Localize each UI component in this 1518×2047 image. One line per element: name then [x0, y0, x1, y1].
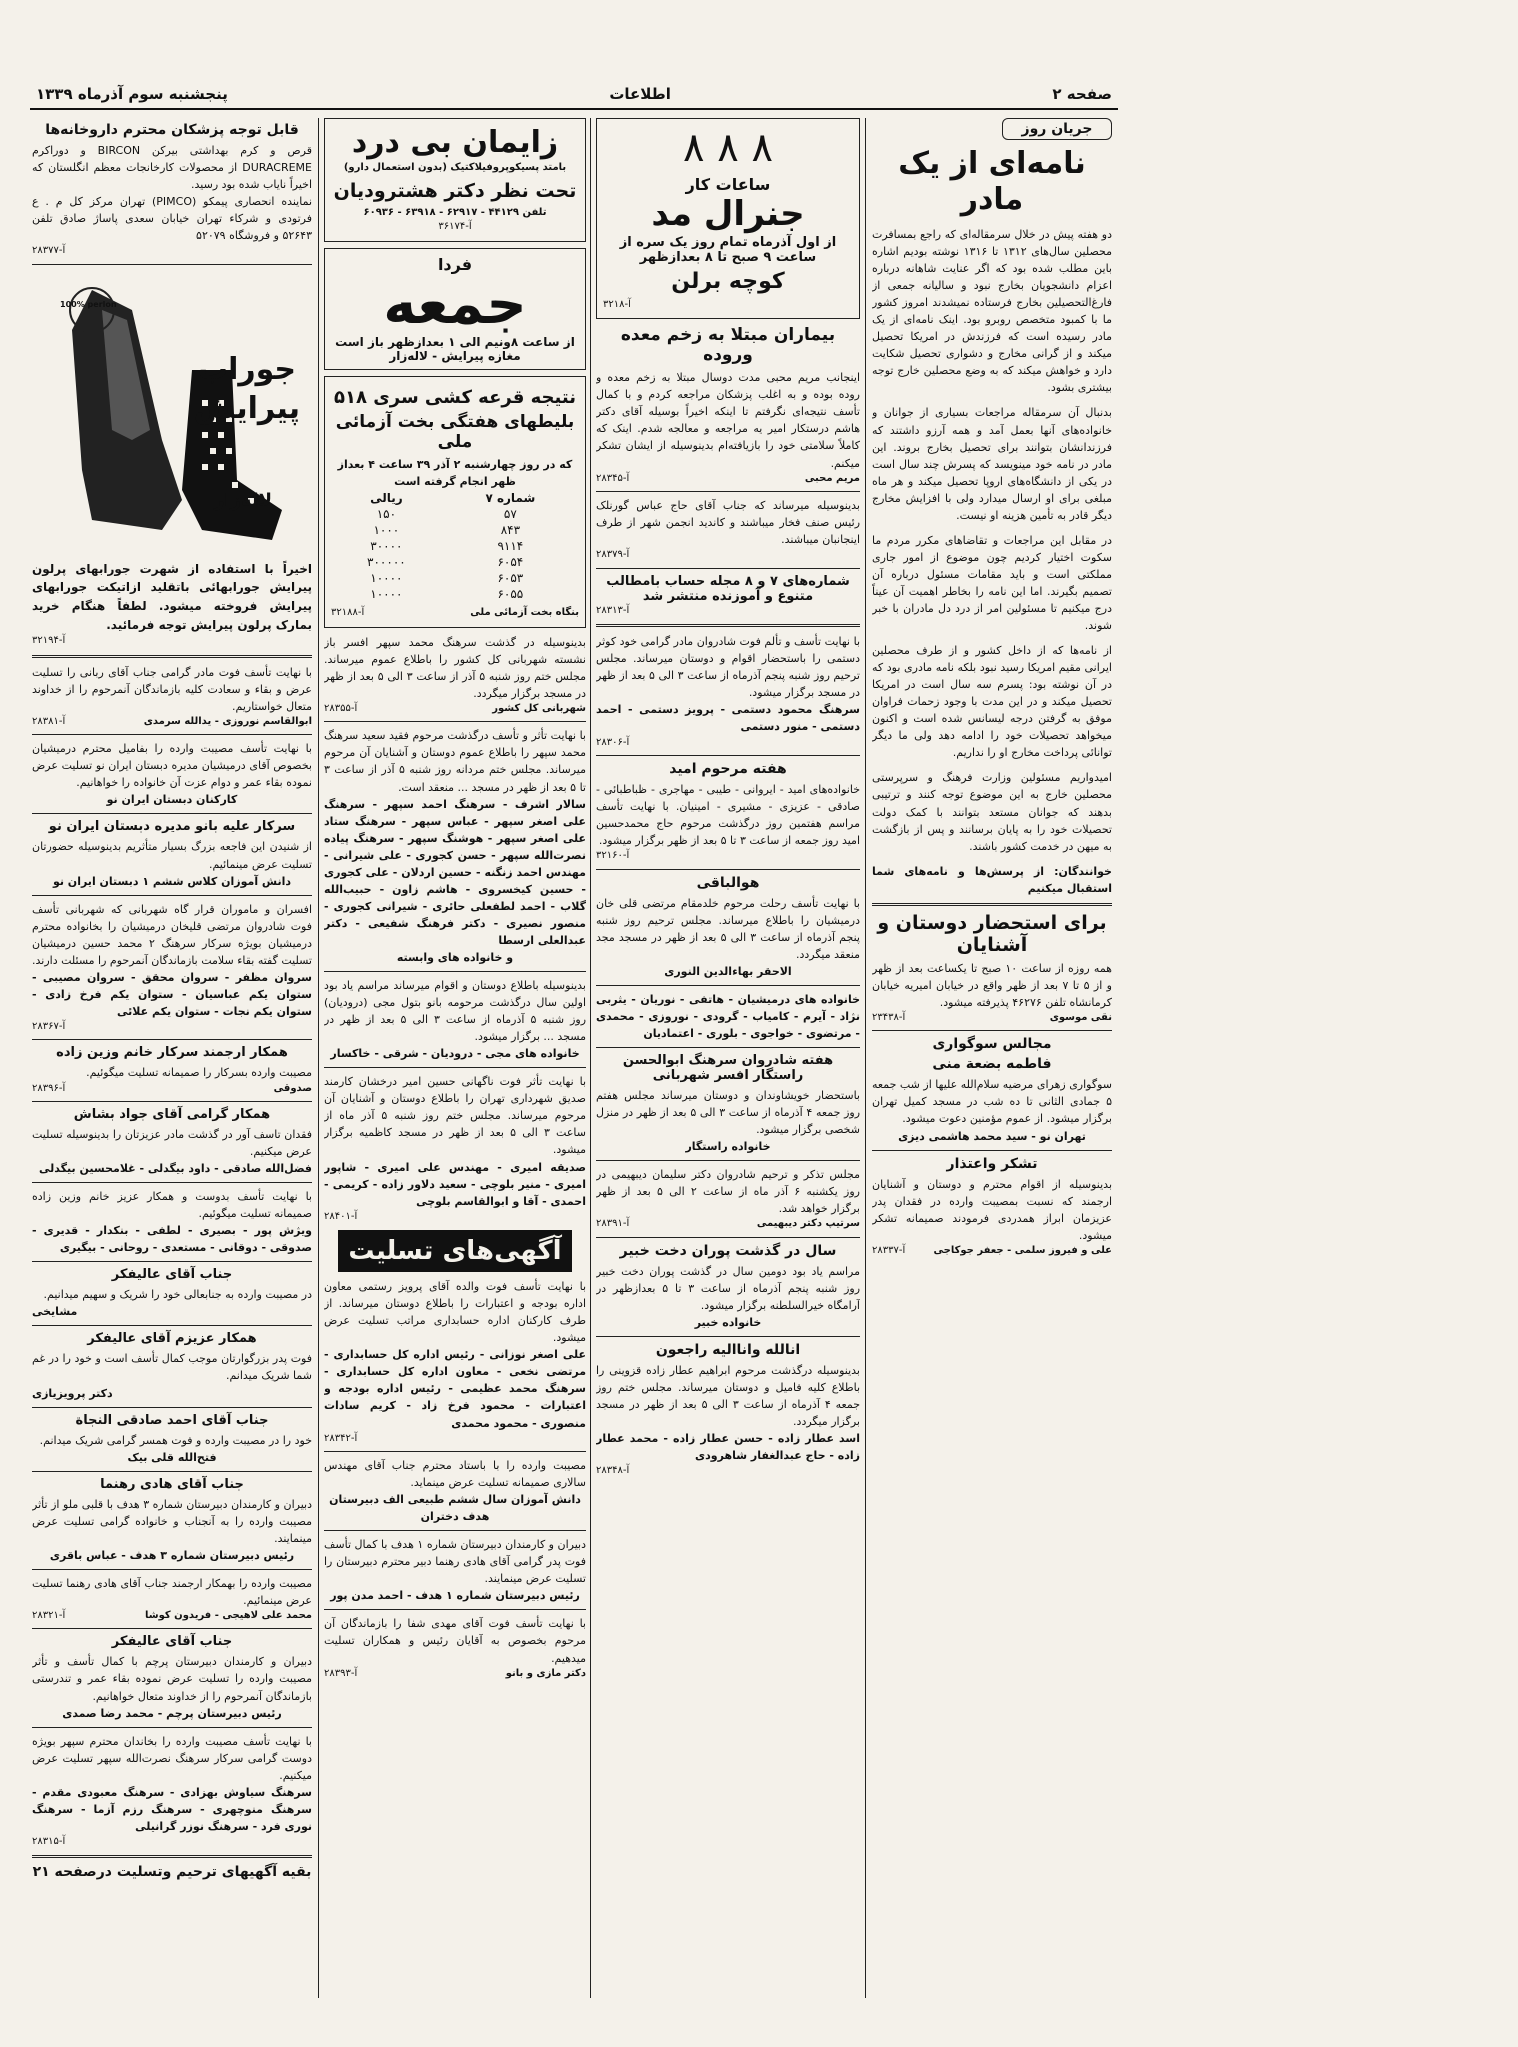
editorial-tag-box [1002, 118, 1112, 140]
general-mode-ad [596, 118, 860, 319]
divider [32, 1039, 312, 1040]
obituary-sepehr-officers: با نهایت تأسف مصیبت وارده را بخاندان محترم سپهر بویژه دوست گرامی سرکار سرهنگ نصرت‌الله سپهر تسلیت عرض میکنیم. [32, 1734, 312, 1782]
mourning-title: فاطمه بضعة منی [932, 1056, 1052, 1073]
obituary-dastami-code: آ-۲۸۳۰۶ [596, 736, 630, 748]
obituary-sepehr-police-code: آ-۲۸۳۵۵ [324, 702, 358, 714]
obituary-dermishian-title: هوالباقی [696, 874, 760, 891]
header-paper-name: اطلاعات [609, 85, 671, 103]
condolence-banner-wrap [324, 1224, 586, 1278]
obituary-dermishian-signature: الاحقر بهاءالدین النوری [664, 964, 792, 978]
divider [32, 264, 312, 265]
column-rule [318, 118, 319, 1998]
editorial-footnote: خوانندگان: از پرسش‌ها و نامه‌های شما استقبال میکنیم [872, 864, 1112, 895]
obituary-vazinzadeh-footer [32, 1082, 312, 1097]
painless-birth-doctor: تحت نظر دکتر هشترودیان [333, 179, 577, 202]
lottery-table [331, 490, 579, 602]
divider [596, 1336, 860, 1337]
obituary-principal-signature: دانش آموزان کلاس ششم ۱ دبستان ایران نو [52, 874, 292, 888]
divider [596, 624, 860, 627]
divider [32, 1855, 312, 1858]
obituary-alifekr-body: در مصیبت وارده به جنابعالی خود را شریک و سهیم میدانیم. [43, 1288, 312, 1302]
obituary-bashash-title: همکار گرامی آقای جواد بشاش [73, 1107, 271, 1122]
divider [872, 1150, 1112, 1151]
obituary-sepehr-officers-signature: سرهنگ سیاوش بهزادی - سرهنگ معبودی مقدم - سرهنگ منوچهری - سرهنگ رزم آزما - سرهنگ نوری فرد - سرهنگ نوزر گرانیلی [32, 1785, 312, 1833]
obituary-sepehr-officers-code: آ-۲۸۳۱۵ [32, 1835, 66, 1847]
bircon-representative: نماینده انحصاری پیمکو (PIMCO) تهران مرکز کل م . ع فرتودی و شرکاء تهران خیابان سعدی پاساژ صادق تلفن ۵۲۶۴۳ و فروشگاه ۵۲۰۷۹ [32, 195, 312, 243]
obituary-shafa-signature: دکتر مازی و بانو [505, 1667, 586, 1679]
editorial-body-1: دو هفته پیش در خلال سرمقاله‌ای که راجع بمسافرت محصلین سال‌های ۱۳۱۲ تا ۱۳۱۶ نوشته بودیم اشاره باین مطلب شده بود که اگر عنایت شاهانه درباره اعزام دانشجویان بخارج نبود و سالیانه جمعی از فارغ‌التحصیلین بخارج فرستاده نمیشدند امروز کشور ما با کمبود متخصص روبرو بود. اینک نامه‌ای از یک مادر رسیده است که فرزندش در امریکا تحصیل میکند و از گرانی مخارج و دشواری تحصیل شکایت دارد و خواهش میکند که به وضع محصلین خارج توجه بیشتری بشود. [872, 228, 1112, 395]
obituary-amir-code: آ-۲۸۴۰۱ [324, 1210, 358, 1222]
obituary-sepehr-names: سالار اشرف - سرهنگ احمد سپهر - سرهنگ علی اصغر سپهر - عباس سپهر - سرهنگ ستاد علی اصغر سپهر - هوشنگ سپهر - سرهنگ پیاده نصرت‌الله سپهر - حسن کجوری - علی شیرانی - مهندس احمد زنگنه - حسین اردلان - علی کجوری - حسین کیخسروی - هاشم زاون - حبیب‌الله گلاب - احمد لطفعلی حائری - شیرانی کجوری - منصور نصیری - دکتر فرهنگ شفیعی - دکتر عبدالعلی ارسطا [324, 797, 586, 947]
divider [32, 1407, 312, 1408]
obituary-khabir-signature: خانواده خبیر [694, 1316, 762, 1330]
obituary-police-officers-signature: سروان مظفر - سروان محقق - سروان مصیبی - ستوان یکم عباسیان - ستوان یکم فرخ زادی - ستوان یکم نجات - ستوان یکم علائی [32, 970, 312, 1018]
obituary-rabbani-footer [32, 715, 312, 730]
bircon-code: آ-۲۸۳۷۷ [32, 245, 66, 257]
lottery-amount: ۳۰۰۰۰ [370, 539, 403, 554]
general-mode-hours: از اول آذرماه تمام روز یک سره از ساعت ۹ صبح تا ۸ بعدازظهر [619, 234, 837, 265]
obituary-vazinzadeh-body: مصیبت وارده بسرکار را صمیمانه تسلیت میگوئیم. [86, 1066, 312, 1080]
obituary-rostami-names: علی اصغر نوزانی - رئیس اداره کل حسابداری - مرتضی نخعی - معاون اداره کل حسابداری - سرهنگ محمد عظیمی - رئیس اداره بودجه و اعتبارات - محمود فرخ زاد - کریم سادات منصوری - محمود محمدی [324, 1348, 586, 1430]
obituary-rahnama-body: دبیران و کارمندان دبیرستان شماره ۳ هدف با قلبی ملو از تأثر مصیبت وارده را به آنجناب و خانواده گرامی تسلیت عرض مینمایند. [32, 1497, 312, 1545]
lottery-header-amount: ریالی [370, 491, 403, 506]
obituary-colleagues: با نهایت تأسف بدوست و همکار عزیز خانم وزین زاده صمیمانه تسلیت میگوئیم. [32, 1190, 312, 1221]
obituary-dibahimi-body: مجلس تذکر و ترحیم شادروان دکتر سلیمان دیبهیمی در روز یکشنبه ۶ آذر ماه از ساعت ۲ الی ۵ بعد از ظهر برگزار خواهد شد. [596, 1168, 860, 1216]
obituary-rahnama-school1: دبیران و کارمندان دبیرستان شماره ۱ هدف با کمال تأسف فوت پدر گرامی آقای هادی رهنما دبیر محترم دبیرستان را تسلیت عرض مینمایند. [324, 1538, 586, 1586]
lottery-number: ۶۰۵۳ [497, 571, 524, 586]
divider [32, 734, 312, 735]
condolence-banner: آگهی‌های تسلیت [338, 1230, 571, 1272]
divider [324, 1067, 586, 1068]
divider [32, 1182, 312, 1183]
divider [324, 1609, 586, 1610]
editorial-body-4: از نامه‌ها که از داخل کشور و از طرف محصلین ایرانی مقیم امریکا رسید نبود بلکه نامه مادری بود که در آن نوشته بود: پسرم سه سال است در امریکا تحصیل میکند و در این مدت با وجود زحمات فراوان موفق به گرفتن درجه لیسانس شده است و اکنون میخواهد تحصیلات خود را ادامه دهد ولی ما دیگر توانائی پرداخت مخارج او را نداریم. [872, 644, 1112, 760]
obituary-rahnama-school1-signature: رئیس دبیرستان شماره ۱ هدف - احمد مدن پور [330, 1589, 580, 1603]
friday-ad-top: فردا [437, 254, 473, 274]
obituary-sepehr-police-footer [324, 702, 586, 717]
perlon-sock-ad [32, 270, 312, 560]
lottery-number: ۸۴۳ [500, 523, 521, 538]
obituary-families: خانواده های درمیشیان - هاتفی - نوریان - یثربی نژاد - آیرم - کامیاب - گرودی - نوروزی - محمدی - مرتضوی - خواجوی - بلوری - اعتمادیان [596, 992, 860, 1041]
header-date: پنجشنبه سوم آذرماه ۱۳۳۹ [36, 85, 228, 103]
obituary-parcham-signature: رئیس دبیرستان پرچم - محمد رضا صمدی [62, 1706, 282, 1720]
lottery-results [324, 376, 586, 628]
general-mode-subtitle: ساعات کار [685, 175, 771, 194]
notice-title: برای استحضار دوستان و آشنایان [877, 911, 1107, 956]
obituary-salari: مصیبت وارده را با باستاد محترم جناب آقای مهندس سالاری صمیمانه تسلیت عرض مینماید. [324, 1459, 586, 1490]
obituary-shafa-code: آ-۲۸۳۹۳ [324, 1667, 358, 1679]
divider [32, 1727, 312, 1728]
obituary-amir-signature: صدیقه امیری - مهندس علی امیری - شاپور امیری - منیر بلوچی - سعید دلاور زاده - کریمی - احمدی - آقا و ابوالقاسم بلوچی [324, 1160, 586, 1208]
obituary-bashash-body: فقدان تاسف آور در گذشت مادر عزیزتان را بدینوسیله تسلیت عرض میکنیم. [32, 1128, 312, 1159]
friday-ad [324, 248, 586, 371]
ulcer-code: آ-۲۸۳۴۵ [596, 472, 630, 484]
ulcer-body: اینجانب مریم محبی مدت دوسال مبتلا به زخم معده و روده بوده و به اغلب پزشکان مراجعه کردم و با کمال تأسف نتیجه‌ای نگرفتم تا اینکه اخیراً بوسیله آقای دکتر هاشم درستکار امیر یه مراجعه و معالجه شدم. اینک که کاملاً سلامتی خود را بازیافته‌ام بدینوسیله از ایشان تشکر میکنم. [596, 371, 860, 470]
editorial-title: نامه‌ای از یک مادر [898, 146, 1086, 217]
obituary-principal-body: از شنیدن این فاجعه بزرگ بسیار متأثریم بدینوسیله حضورتان تسلیت عرض مینمائیم. [32, 840, 312, 871]
lottery-subtitle: بلیطهای هفتگی بخت آزمائی ملی [335, 412, 575, 453]
lottery-row [331, 570, 579, 586]
column-rule [590, 118, 591, 1998]
ulcer-title: بیماران مبتلا به زخم معده وروده [620, 325, 836, 366]
ulcer-footer [596, 472, 860, 487]
obituary-sepehr-end: و خانواده های وابسته [396, 950, 514, 964]
lottery-footer [331, 606, 579, 621]
header-page-number: صفحه ۲ [1052, 85, 1112, 103]
editorial-body-5: امیدواریم مسئولین وزارت فرهنگ و سرپرستی محصلین خارج به این موضوع توجه کنند و ترتیبی بدهند که جوانان مستعد بتوانند با کمک دولت تحصیلات خود را به پایان برسانند و پس از بازگشت به میهن در خدمت کشور باشند. [872, 771, 1112, 853]
mourning-signature: تهران نو - سید محمد هاشمی دیزی [898, 1129, 1086, 1143]
obituary-sadeghi-body: خود را در مصیبت وارده و فوت همسر گرامی شریک میدانم. [39, 1433, 312, 1447]
mourning-tag: مجالس سوگواری [932, 1036, 1052, 1053]
obituary-vazinzadeh-signature: صدوقی [273, 1082, 312, 1094]
obituary-sepehr-family: با نهایت تأثر و تأسف درگذشت مرحوم فقید سعید سرهنگ محمد سپهر را باطلاع عموم دوستان و آشنایان آن مرحوم میرساند. مجلس ختم مردانه روز شنبه ۵ آذر از ساعت ۳ تا ۵ بعد از ظهر در مسجد ... منعقد است. [324, 729, 586, 794]
notice-footer [872, 1011, 1112, 1026]
obituary-parcham-body: دبیران و کارمندان دبیرستان پرچم با کمال تأسف و تأثر مصیبت وارده را تسلیت عرض نموده بقاء عمر و تندرستی بازماندگان آنمرحوم را از خداوند متعال خواهانیم. [32, 1655, 312, 1703]
candidate-notice: بدینوسیله میرساند که جناب آقای حاج عباس گورنلک رئیس صنف فخار میباشند و کاندید انجمن شهر از طرف اینجانبان میباشند. [596, 499, 860, 547]
lottery-number: ۶۰۵۴ [497, 555, 524, 570]
editorial-body-3: در مقابل این مراجعات و تقاضاهای مکرر مردم ما سکوت اختیار کردیم چون موضوع از امور جاری مملکتی است و باید مقامات مسئول درباره آن تصمیم بگیرند. اما این نامه را بخاطر اهمیت آن عیناً درج میکنیم تا مسئولین امر از درد دل مادران با خبر شوند. [872, 533, 1112, 633]
painless-birth-phone: تلفن ۴۴۱۲۹ - ۶۲۹۱۷ - ۶۳۹۱۸ - ۶۰۹۳۶ [363, 206, 547, 218]
sock-label: 100% perlon [60, 299, 117, 309]
lottery-row [331, 522, 579, 538]
painless-birth-ad [324, 118, 586, 242]
friday-ad-title: جمعه [383, 271, 527, 337]
thanks-code: آ-۲۸۳۳۷ [872, 1244, 906, 1256]
obituary-sadeghi-signature: فتح‌الله قلی بیک [127, 1450, 217, 1464]
obituary-alifekr2-title: همکار عزیزم آقای عالیفکر [87, 1331, 257, 1347]
obituary-irannow-signature: کارکنان دبستان ایران نو [106, 793, 238, 807]
perlon-code: آ-۳۲۱۹۴ [32, 635, 66, 647]
obituary-irannow: با نهایت تأسف مصیبت وارده را بفامیل محترم درمیشیان بخصوص آقای درمیشیان مدیره دبستان ایران نو تسلیت عرض نموده بقاء عمر و دوام عزت آن خانواده را خواهانیم. [32, 742, 312, 790]
notice-signature: نقی موسوی [1049, 1011, 1112, 1023]
divider [32, 1325, 312, 1326]
lottery-number: ۵۷ [503, 507, 517, 522]
column-left [32, 118, 312, 1998]
obituary-salari-signature: دانش آموزان سال ششم طبیعی الف دبیرستان هدف دختران [329, 1493, 581, 1524]
painless-birth-title: زایمان بی درد [351, 125, 559, 160]
lottery-row [331, 538, 579, 554]
notice-code: آ-۲۳۴۳۸ [872, 1011, 906, 1023]
general-mode-code: آ-۳۲۱۸ [603, 298, 631, 310]
lottery-amount: ۱۵۰ [376, 507, 397, 522]
thanks-signature: علی و فیروز سلمی - جعفر جوکاجی [933, 1244, 1112, 1256]
lottery-amount: ۱۰۰۰۰ [370, 587, 403, 602]
sock-lalezar: لاله‌زار [214, 489, 272, 511]
mourning-body: سوگواری زهرای مرضیه سلام‌الله علیها از شب جمعه ۵ جمادی الثانی تا ده شب در مسجد کمیل تهران برگزار میشود. از عموم مؤمنین دعوت میشود. [872, 1078, 1112, 1126]
column-rule [865, 118, 866, 1998]
divider [596, 568, 860, 569]
divider [324, 1530, 586, 1531]
painless-birth-code: آ-۳۶۱۷۴ [438, 221, 472, 232]
lottery-header-number: شماره ۷ [485, 491, 536, 506]
obituary-rahnama-title: جناب آقای هادی رهنما [100, 1476, 244, 1492]
obituary-rabbani-code: آ-۲۸۳۸۱ [32, 715, 66, 727]
bircon-title: قابل توجه پزشکان محترم داروخانه‌ها [45, 122, 299, 138]
divider [32, 1471, 312, 1472]
obituary-alifekr-title: جناب آقای عالیفکر [111, 1267, 233, 1283]
bircon-body: قرص و کرم بهداشتی بیرکن BIRCON و دوراکرم DURACREME از محصولات کارخانجات معظم انگلستان که اخیراً نایاب شده بود رسید. [32, 144, 312, 192]
divider [32, 655, 312, 658]
obituary-amir: با نهایت تأثر فوت ناگهانی حسین امیر درخشان کارمند صدیق شهرداری تهران را باطلاع دوستان و آشنایان آن مرحوم میرساند. مجلس ختم روز شنبه ۵ آذر ماه از ساعت ۳ الی ۵ بعد از ظهر در مسجد کاظمیه برگزار میشود. [324, 1075, 586, 1157]
divider [872, 903, 1112, 906]
column-editorial [872, 118, 1112, 1998]
divider [872, 1030, 1112, 1031]
divider [596, 985, 860, 986]
editorial-body-2: بدنبال آن سرمقاله مراجعات بسیاری از جوانان و خانواده‌های آنها بعمل آمد و همه آرزو داشتند که فرزندانشان بتوانند برای تحصیل بخارج بروند. این مادر در نامه خود مینویسد که پسرش چند سال است در یکی از دانشگاه‌های اروپا تحصیل میکند و هر ماه مبلغی برای او ارسال میدارد ولی با افزایش مخارج دیگر قادر به تأمین هزینه او نیست. [872, 406, 1112, 522]
divider [324, 1451, 586, 1452]
divider [324, 971, 586, 972]
obituary-rahnama2: مصیبت وارده را بهمکار ارجمند جناب آقای هادی رهنما تسلیت عرض مینمائیم. [32, 1576, 312, 1607]
lottery-number: ۶۰۵۵ [497, 587, 524, 602]
sock-brand: جوراب پیرایش [193, 351, 301, 426]
obituary-attarzadeh-code: آ-۲۸۳۴۸ [596, 1465, 630, 1477]
thanks-title: تشکر واعتذار [946, 1155, 1038, 1172]
lottery-date: که در روز چهارشنبه ۲ آذر ۳۹ ساعت ۴ بعداز ظهر انجام گرفته است [337, 458, 573, 489]
lottery-signature: بنگاه بخت آزمائی ملی [470, 607, 579, 619]
lottery-amount: ۱۰۰۰ [373, 523, 400, 538]
obituary-police-officers-code: آ-۲۸۳۶۷ [32, 1020, 66, 1032]
obituary-alifekr-signature: مشایخی [32, 1305, 78, 1319]
divider [32, 1569, 312, 1570]
lottery-header-row [331, 490, 579, 506]
lottery-code: آ-۳۲۱۸۸ [331, 607, 365, 619]
obituary-rabbani-signature: ابوالقاسم نوروزی - یدالله سرمدی [143, 715, 312, 727]
obituary-bashash-signature: فضل‌الله صادقی - داود بیگدلی - غلامحسین بیگدلی [39, 1162, 312, 1176]
obituary-colleagues-signature: ویژش پور - بصیری - لطفی - بنکدار - قدیری - صدوقی - دوقانی - مستعدی - روحانی - بیگیری [32, 1224, 312, 1255]
obituary-police-officers: افسران و ماموران قرار گاه شهربانی که شهربانی تأسف فوت شادروان مرتضی قلیخان درمیشیان را بخانواده محترم درمیشیان بویژه سرکار سرهنگ ۲ محمد حسین درمیشیان تسلیت گفته بقاء سلامت بازماندگان آنمرحوم را مسئلت دارند. [32, 902, 312, 967]
obituary-attarzadeh-signature: اسد عطار زاده - حسن عطار زاده - محمد عطار زاده - حاج عبدالغفار شاهرودی [596, 1432, 860, 1463]
thanks-footer [872, 1244, 1112, 1259]
obituary-rahnama2-footer [32, 1609, 312, 1624]
tree-logo-icon: ۸ ۸ ۸ [683, 125, 773, 171]
obituary-rahnama2-signature: محمد علی لاهیجی - فریدون کوشا [145, 1609, 312, 1621]
lottery-title: نتیجه قرعه کشی سری ۵۱۸ [334, 387, 576, 409]
candidate-code: آ-۲۸۳۷۹ [596, 549, 630, 561]
notice-body: همه روزه از ساعت ۱۰ صبح تا یکساعت بعد از ظهر و از ۵ تا ۷ بعد از ظهر واقع در خیابان امیریه خیابان کرمانشاه تلفن ۴۶۲۷۶ پذیرفته میشود. [872, 961, 1112, 1009]
magazine-code: آ-۲۸۳۱۳ [596, 604, 630, 616]
editorial-tag: جریان روز [1021, 121, 1093, 137]
obituary-attarzadeh-body: بدینوسیله درگذشت مرحوم ابراهیم عطار زاده قزوینی را باطلاع کلیه فامیل و دوستان میرساند. مجلس ختم روز جمعه ۴ آذرماه از ساعت ۳ الی ۵ بعد از ظهر در مسجد برگزار میگردد. [596, 1364, 860, 1429]
obituary-dibahimi-code: آ-۲۸۳۹۱ [596, 1218, 630, 1230]
divider [32, 813, 312, 814]
continued-footer: بقیه آگهیهای ترحیم وتسلیت درصفحه ۲۱ [32, 1864, 312, 1881]
lottery-number: ۹۱۱۴ [497, 539, 524, 554]
divider [596, 491, 860, 492]
obituary-moji: بدینوسیله باطلاع دوستان و اقوام میرساند مراسم یاد بود اولین سال درگذشت مرحومه بانو بتول مجی (درودیان) روز شنبه ۵ آذرماه از ساعت ۳ الی ۵ بعد از ظهر در مسجد ... برگزار میشود. [324, 979, 586, 1044]
obituary-rostami-code: آ-۲۸۳۴۲ [324, 1432, 358, 1444]
divider [596, 1160, 860, 1161]
obituary-vazinzadeh-title: همکار ارجمند سرکار خانم وزین زاده [56, 1045, 288, 1061]
divider [596, 1047, 860, 1048]
obituary-rastgar-title: هفته شادروان سرهنگ ابوالحسن راستگار افسر شهربانی [622, 1053, 834, 1084]
divider [596, 755, 860, 756]
obituary-omid-code: آ-۳۲۱۶۰ [596, 850, 630, 862]
obituary-khabir-title: سال در گذشت پوران دخت خبیر [619, 1242, 837, 1259]
obituary-dastami: با نهایت تأسف و تألم فوت شادروان مادر گرامی خود کوثر دستمی را باستحضار اقوام و دوستان میرساند. مجلس ترحیم روز شنبه پنجم آذرماه از ساعت ۳ الی ۵ بعد از ظهر در مسجد برگزار میشود. [596, 635, 860, 700]
lottery-row [331, 554, 579, 570]
obituary-omid-body: خانواده‌های امید - ایروانی - طیبی - مهاجری - ظباطبائی - صادقی - عزیزی - مشیری - امینیان. با نهایت تأسف مراسم هفتمین روز درگذشت مرحوم حاج محمدحسین امید روز جمعه از ساعت ۳ تا ۵ بعد از ظهر برگزار میشود. [596, 783, 860, 848]
obituary-shafa: با نهایت تأسف فوت آقای مهدی شفا را بازماندگان آن مرحوم بخصوص به آقایان رئیس و همکاران تسلیت میدهیم. [324, 1617, 586, 1665]
column-ads-2 [596, 118, 860, 1998]
friday-ad-hours: از ساعت ۸ونیم الی ۱ بعدازظهر باز است [335, 335, 575, 350]
page-header [30, 80, 1118, 110]
ulcer-signature: مریم محبی [804, 472, 860, 484]
obituary-shafa-footer [324, 1667, 586, 1682]
obituary-moji-signature: خانواده های مجی - درودیان - شرقی - خاکسار [330, 1047, 580, 1061]
divider [32, 1101, 312, 1102]
obituary-alifekr2-body: فوت پدر بزرگوارتان موجب کمال تأسف است و خود را در غم شما شریک میدانم. [32, 1352, 312, 1383]
obituary-dibahimi-footer [596, 1217, 860, 1232]
divider [596, 1237, 860, 1238]
friday-ad-shop: مغازه پیرایش - لاله‌زار [389, 349, 521, 364]
obituary-omid-title: هفته مرحوم امید [669, 761, 787, 777]
obituary-rastgar-signature: خانواده راستگار [685, 1140, 771, 1154]
divider [32, 1261, 312, 1262]
obituary-sepehr-police: بدینوسیله در گذشت سرهنگ محمد سپهر افسر باز نشسته شهربانی کل کشور را باطلاع عموم میرساند. مجلس ختم روز شنبه ۵ آذر از ساعت ۳ الی ۵ بعد از ظهر در مسجد برگزار میگردد. [324, 635, 586, 700]
general-mode-title: جنرال مد [651, 194, 805, 234]
obituary-dermishian-body: با نهایت تأسف رحلت مرحوم خلدمقام مرتضی قلی خان درمیشیان را باطلاع میرساند. مجلس ترحیم روز شنبه پنجم آذرماه از ساعت ۳ الی ۵ بعد از ظهر در مسجد مجد منعقد میگردد. [596, 896, 860, 961]
lottery-row [331, 506, 579, 522]
general-mode-location: کوچه برلن [671, 268, 785, 294]
magazine-notice: شماره‌های ۷ و ۸ مجله حساب بامطالب متنوع و آموزنده منتشر شد [606, 573, 850, 604]
divider [32, 1628, 312, 1629]
obituary-principal-title: سرکار علیه بانو مدیره دبستان ایران نو [48, 819, 296, 835]
obituary-sadeghi-title: جناب آقای احمد صادقی النجاة [75, 1412, 269, 1428]
perlon-warning: اخیراً با استفاده از شهرت جورابهای پرلون پیرایش جورابهائی باتقلید ازاتیکت جورابهای پیرایش فروخته میشود. لطفاً هنگام خرید بمارک پرلون پیرایش توجه فرمائید. [32, 561, 312, 632]
obituary-sepehr-police-signature: شهربانی کل کشور [492, 702, 586, 714]
painless-birth-subtitle: بامتد پسیکوپروفیلاکتیک (بدون استعمال دارو) [343, 162, 567, 173]
lottery-row [331, 586, 579, 602]
obituary-khabir-body: مراسم یاد بود دومین سال در گذشت پوران دخت خبیر روز شنبه پنجم آذرماه از ساعت ۳ تا ۵ بعدازظهر در آرامگاه خیرالسلطنه برگزار میشود. [596, 1264, 860, 1312]
thanks-body: بدینوسیله از اقوام محترم و دوستان و آشنایان ارجمند که نسبت بمصیبت وارده در فقدان پدر عزیزمان ابراز همدردی فرمودند صمیمانه تشکر میشود. [872, 1177, 1112, 1242]
obituary-dibahimi-signature: سرتیپ دکتر دیبهیمی [756, 1218, 860, 1230]
lottery-amount: ۱۰۰۰۰ [370, 571, 403, 586]
obituary-rabbani: با نهایت تأسف فوت مادر گرامی جناب آقای ربانی را تسلیت عرض و بقاء و سعادت کلیه بازماندگان آنمرحوم را از خداوند متعال خواستاریم. [32, 665, 312, 713]
obituary-rastgar-body: باستحضار خویشاوندان و دوستان میرساند مجلس هفتم روز جمعه ۴ آذرماه از ساعت ۳ الی ۵ بعد از ظهر در منزل شخصی برگزار میشود. [596, 1089, 860, 1137]
obituary-parcham-title: جناب آقای عالیفکر [111, 1634, 233, 1650]
obituary-dastami-signature: سرهنگ محمود دستمی - پرویز دستمی - احمد دستمی - منور دستمی [596, 703, 860, 734]
obituary-rostami: با نهایت تأسف فوت والده آقای پرویز رستمی معاون اداره بودجه و اعتبارات را باطلاع دوستان میرساند. از طرف کارکنان اداره حسابداری مراتب تسلیت عرض میشود. [324, 1280, 586, 1345]
divider [32, 895, 312, 896]
divider [596, 869, 860, 870]
obituary-rahnama-signature: رئیس دبیرستان شماره ۳ هدف - عباس باقری [49, 1548, 295, 1562]
obituary-alifekr2-signature: دکتر پرویزیازی [32, 1386, 113, 1400]
obituary-vazinzadeh-code: آ-۲۸۳۹۶ [32, 1082, 66, 1094]
lottery-amount: ۳۰۰۰۰۰ [367, 555, 406, 570]
obituary-attarzadeh-title: انالله وانااليه راجعون [655, 1342, 801, 1359]
obituary-rahnama2-code: آ-۲۸۳۲۱ [32, 1609, 66, 1621]
column-ads-3 [324, 118, 586, 1998]
divider [324, 721, 586, 722]
